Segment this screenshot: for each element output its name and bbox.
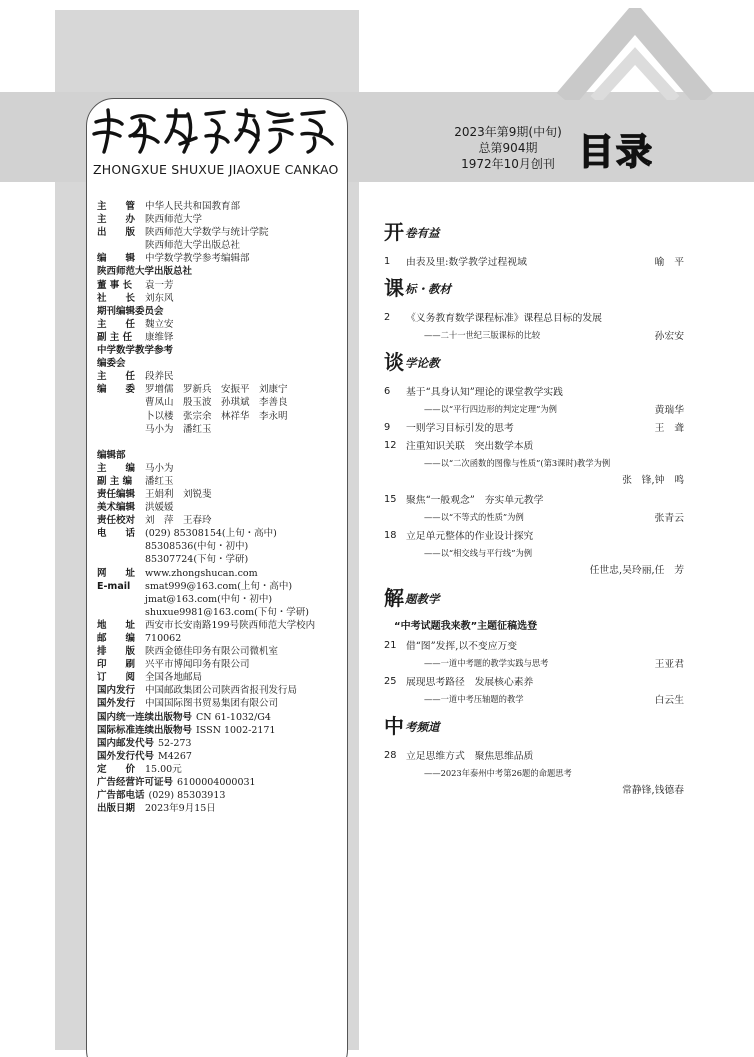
- article-author: 白云生: [654, 695, 684, 706]
- info-value: 刘东风: [145, 292, 174, 304]
- info-continuation: 85307724(下旬・学研): [145, 554, 249, 566]
- article-subtitle: ——以“相交线与平行线”为例: [424, 548, 533, 558]
- info-label: 责任编辑: [97, 488, 136, 500]
- info-label: 邮 编: [97, 633, 136, 644]
- info-row: [97, 724, 347, 737]
- article-subtitle: ——一道中考题的教学实践与思考: [424, 658, 549, 668]
- article-subtitle-row: [384, 400, 684, 418]
- info-value: 洪媛媛: [145, 502, 174, 514]
- info-row: [97, 645, 347, 658]
- info-label: 主 任: [97, 318, 136, 330]
- table-of-contents: [384, 222, 684, 808]
- info-label: 主 办: [97, 214, 136, 226]
- info-row: [97, 331, 347, 344]
- page-number: 2: [384, 311, 391, 323]
- page-number: 6: [384, 385, 391, 397]
- article-subtitle-row: [384, 544, 684, 562]
- info-value: 康维铎: [145, 331, 174, 343]
- info-row: [97, 475, 347, 488]
- info-continuation: 卜以楼 张宗余 林祥华 李永明: [145, 410, 288, 422]
- toc-section: [384, 352, 684, 580]
- info-label: 责任校对: [97, 515, 136, 527]
- info-value: 兴平市博闻印务有限公司: [145, 659, 250, 671]
- article-author: 王亚君: [654, 659, 684, 670]
- section-big-char: 中: [384, 714, 404, 738]
- section-title-rest: 卷有益: [405, 226, 440, 240]
- section-heading: [384, 352, 684, 372]
- toc-section: [384, 588, 684, 708]
- section-big-char: 解: [384, 586, 404, 610]
- info-label: 订 阅: [97, 672, 136, 684]
- info-label: 主 任: [97, 371, 136, 383]
- info-row: [97, 671, 347, 684]
- page-number: 9: [384, 421, 391, 433]
- info-value: www.zhongshucan.com: [145, 567, 258, 579]
- page-number: 25: [384, 675, 397, 687]
- info-label: 主 管: [97, 201, 136, 212]
- special-topic: “中考试题我来教”主题征稿选登: [394, 621, 538, 632]
- info-value: CN 61-1032/G4: [196, 711, 271, 723]
- article-entry[interactable]: [384, 382, 684, 400]
- info-row: [97, 658, 347, 671]
- info-heading: 中学数学教学参考: [97, 345, 174, 357]
- info-label: 广告部电话: [97, 790, 145, 802]
- article-title[interactable]: 借“图”发挥,以不变应万变: [406, 641, 518, 652]
- article-title[interactable]: 一则学习目标引发的思考: [406, 423, 514, 434]
- info-label: 主 编: [97, 462, 136, 474]
- info-row: [97, 684, 347, 697]
- info-row: [97, 213, 347, 226]
- toc-section: [384, 222, 684, 270]
- masthead-info: [97, 200, 347, 815]
- info-row: [97, 370, 347, 383]
- info-label: 广告经营许可证号: [97, 777, 174, 789]
- info-row: [97, 711, 347, 724]
- section-heading: [384, 588, 684, 608]
- info-value: 中学数学教学参考编辑部: [145, 253, 250, 265]
- article-subtitle-row: [384, 690, 684, 708]
- info-label: 副 主 编: [97, 475, 133, 487]
- article-subtitle-row: [384, 508, 684, 526]
- info-label: 排 版: [97, 646, 136, 658]
- info-continuation: 曹凤山 殷玉波 孙琪斌 李善良: [145, 397, 288, 409]
- article-author: 王 聋: [654, 423, 684, 434]
- article-entry[interactable]: [384, 526, 684, 544]
- info-label: 编 委: [97, 384, 136, 396]
- article-title[interactable]: 展现思考路径 发展核心素养: [406, 677, 534, 688]
- page-number: 1: [384, 255, 391, 267]
- article-title[interactable]: 注重知识关联 突出数学本质: [406, 441, 534, 452]
- info-row: [97, 200, 347, 213]
- info-label: 出版日期: [97, 803, 136, 815]
- issue-number: 2023年第9期(中旬): [454, 125, 562, 139]
- info-row: [97, 318, 347, 331]
- info-label: 副 主 任: [97, 331, 133, 343]
- info-continuation: 马小为 潘红玉: [145, 423, 212, 435]
- roof-decoration: [555, 8, 715, 100]
- info-value: 6100004000031: [177, 777, 256, 789]
- issue-total: 总第904期: [478, 141, 538, 155]
- info-row: [97, 802, 347, 815]
- article-subtitle-row: [384, 454, 684, 472]
- article-subtitle-row: [384, 326, 684, 344]
- info-value: 15.00元: [145, 763, 182, 775]
- section-title-rest: 考频道: [405, 720, 440, 734]
- info-heading: 编委会: [97, 358, 126, 370]
- contents-title: 目录: [578, 132, 655, 173]
- info-value: 魏立安: [145, 318, 174, 330]
- info-row: [97, 527, 347, 540]
- info-value: 陕西师范大学数学与统计学院: [145, 227, 269, 239]
- info-value: 2023年9月15日: [145, 803, 216, 815]
- info-value: 52-273: [158, 737, 192, 749]
- info-value: 段养民: [145, 371, 174, 383]
- info-label: 出 版: [97, 227, 136, 239]
- toc-section: [384, 716, 684, 800]
- info-row: [97, 292, 347, 305]
- article-entry[interactable]: [384, 252, 684, 270]
- page-number: 21: [384, 639, 397, 651]
- article-author: 孙宏安: [654, 331, 684, 342]
- section-big-char: 谈: [384, 350, 404, 374]
- info-value: (029) 85308154(上旬・高中): [145, 528, 277, 540]
- page-number: 28: [384, 749, 397, 761]
- info-label: 美术编辑: [97, 502, 136, 514]
- info-label: 社 长: [97, 292, 136, 304]
- info-value: 中国国际图书贸易集团有限公司: [145, 698, 279, 710]
- article-entry[interactable]: [384, 490, 684, 508]
- article-subtitle: ——一道中考压轴题的教学: [424, 694, 524, 704]
- article-title[interactable]: 立足单元整体的作业设计探究: [406, 531, 534, 542]
- journal-logo: [88, 104, 344, 156]
- article-entry[interactable]: [384, 308, 684, 326]
- section-title-rest: 学论教: [405, 356, 440, 370]
- article-subtitle-row: [384, 654, 684, 672]
- article-title[interactable]: 基于“具身认知”理论的课堂教学实践: [406, 387, 563, 398]
- info-row: [97, 789, 347, 802]
- page-number: 12: [384, 439, 397, 451]
- info-value: M4267: [158, 750, 192, 762]
- info-value: ISSN 1002-2171: [196, 724, 276, 736]
- section-title-rest: 标・教材: [405, 282, 451, 296]
- info-label: 国外发行: [97, 698, 136, 710]
- info-row: [97, 252, 347, 265]
- info-value: 710062: [145, 633, 182, 644]
- article-entry[interactable]: [384, 746, 684, 764]
- spacer: [97, 436, 347, 449]
- info-label: 网 址: [97, 567, 136, 579]
- article-subtitle: ——以“平行四边形的判定定理”为例: [424, 404, 557, 414]
- info-label: 国际标准连续出版物号: [97, 724, 193, 736]
- info-continuation: 陕西师范大学出版总社: [145, 240, 241, 252]
- page-number: 15: [384, 493, 397, 505]
- article-entry[interactable]: [384, 672, 684, 690]
- info-label: 国内统一连续出版物号: [97, 711, 193, 723]
- article-entry[interactable]: [384, 436, 684, 454]
- article-entry[interactable]: [384, 418, 684, 436]
- section-heading: [384, 278, 684, 298]
- info-row: [97, 750, 347, 763]
- section-title-rest: 题教学: [405, 592, 440, 606]
- info-value: 中国邮政集团公司陕西省报刊发行局: [145, 685, 298, 697]
- info-continuation: jmat@163.com(中旬・初中): [145, 593, 273, 605]
- info-value: 陕西金德佳印务有限公司微机室: [145, 646, 279, 658]
- issue-info: [430, 124, 586, 172]
- info-value: 西安市长安南路199号陕西师范大学校内: [145, 619, 316, 631]
- article-title[interactable]: 《义务教育数学课程标准》课程总目标的发展: [406, 313, 602, 324]
- info-row: [97, 226, 347, 239]
- article-author: 张青云: [654, 513, 684, 524]
- info-label: E-mail: [97, 580, 131, 592]
- info-row: [97, 462, 347, 475]
- article-authors: 张 锋,钟 鸣: [622, 475, 684, 486]
- info-value: 马小为: [145, 462, 174, 474]
- info-row: [97, 632, 347, 645]
- info-value: 王娟利 刘锐斐: [145, 488, 212, 500]
- founded-date: 1972年10月创刊: [461, 157, 555, 171]
- toc-section: [384, 278, 684, 344]
- section-big-char: 开: [384, 220, 404, 244]
- article-title[interactable]: 立足思维方式 聚焦思维品质: [406, 751, 534, 762]
- info-label: 国内发行: [97, 685, 136, 697]
- info-row: [97, 619, 347, 632]
- info-label: 编 辑: [97, 253, 136, 265]
- article-subtitle: ——以“二次函数的图像与性质”(第3课时)教学为例: [424, 458, 611, 468]
- info-value: 刘 萍 王春玲: [145, 515, 212, 527]
- info-row: [97, 279, 347, 292]
- info-row: [97, 383, 347, 396]
- info-row: [97, 501, 347, 514]
- section-big-char: 课: [384, 276, 404, 300]
- info-row: [97, 737, 347, 750]
- article-subtitle: ——二十一世纪三版课标的比较: [424, 330, 541, 340]
- section-heading: [384, 716, 684, 736]
- article-subtitle: ——2023年泰州中考第26题的命题思考: [424, 768, 572, 778]
- info-heading: 期刊编辑委员会: [97, 305, 164, 317]
- article-subtitle: ——以“不等式的性质”为例: [424, 512, 524, 522]
- page-number: 18: [384, 529, 397, 541]
- article-title[interactable]: 聚焦“一般观念” 夯实单元教学: [406, 495, 544, 506]
- article-subtitle-row: [384, 764, 684, 782]
- info-continuation: shuxue9981@163.com(下旬・学研): [145, 606, 310, 618]
- info-row: [97, 514, 347, 527]
- article-authors: 常静锋,钱德春: [622, 785, 684, 796]
- article-author: 喻 平: [654, 257, 684, 268]
- info-row: [97, 763, 347, 776]
- info-row: [97, 567, 347, 580]
- article-entry[interactable]: [384, 636, 684, 654]
- info-value: smat999@163.com(上旬・高中): [145, 580, 293, 592]
- info-row: [97, 697, 347, 710]
- info-label: 董 事 长: [97, 279, 133, 291]
- info-value: 潘红玉: [145, 475, 174, 487]
- info-row: [97, 488, 347, 501]
- info-value: 全国各地邮局: [145, 672, 203, 684]
- info-label: 地 址: [97, 619, 136, 631]
- info-label: 印 刷: [97, 659, 136, 671]
- info-value: 袁一芳: [145, 279, 174, 291]
- info-heading: 陕西师范大学出版总社: [97, 266, 193, 278]
- info-label: 国内邮发代号: [97, 737, 155, 749]
- info-value: 中华人民共和国教育部: [145, 201, 241, 212]
- info-continuation: 85308536(中旬・初中): [145, 541, 249, 553]
- info-label: 电 话: [97, 528, 136, 540]
- journal-pinyin: ZHONGXUE SHUXUE JIAOXUE CANKAO: [93, 162, 339, 177]
- info-value: (029) 85303913: [148, 790, 226, 802]
- article-title[interactable]: 由表及里:数学教学过程视域: [406, 257, 527, 268]
- section-heading: [384, 222, 684, 242]
- info-row: [97, 776, 347, 789]
- article-author: 黄瑞华: [654, 405, 684, 416]
- info-label: 定 价: [97, 763, 136, 775]
- info-label: 国外发行代号: [97, 750, 155, 762]
- info-value: 罗增儒 罗新兵 安振平 刘康宁: [145, 384, 288, 396]
- info-heading: 编辑部: [97, 449, 126, 461]
- article-authors: 任世忠,吴玲丽,任 芳: [589, 565, 684, 576]
- info-row: [97, 580, 347, 593]
- info-value: 陕西师范大学: [145, 214, 203, 226]
